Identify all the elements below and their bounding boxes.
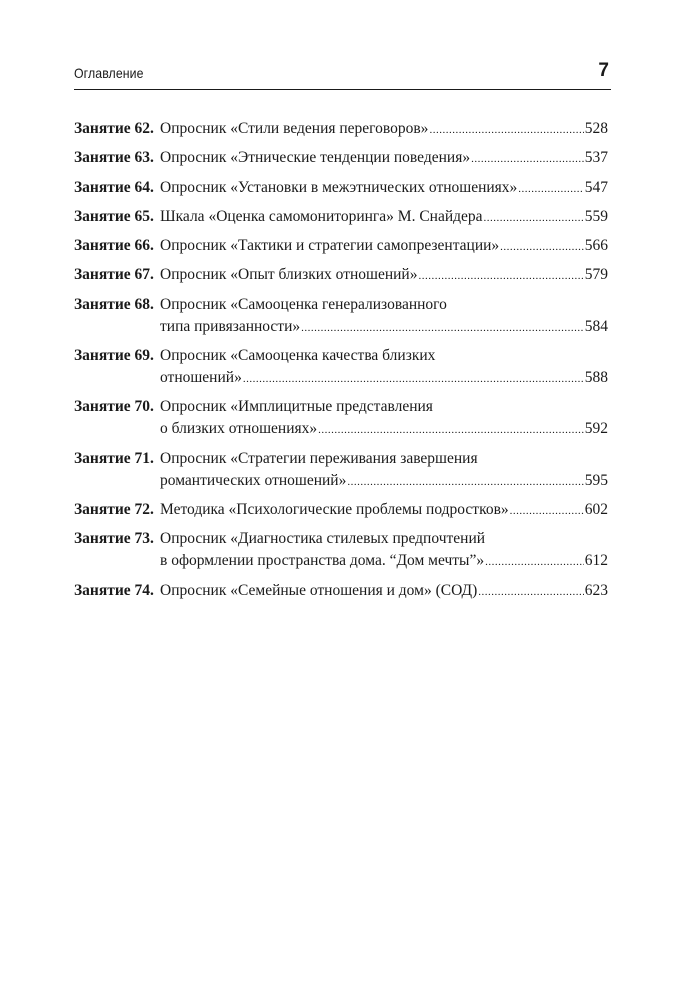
toc-entry-label: Занятие 64. (74, 178, 154, 196)
toc-entry-title-line: о близких отношениях» (160, 420, 318, 438)
toc-entry-page-number: 579 (584, 266, 608, 284)
dot-leader (478, 581, 584, 603)
toc-entry-last-line (160, 550, 608, 573)
toc-entry-title-line: типа привязанности» (160, 317, 301, 335)
toc-entry[interactable] (74, 345, 608, 390)
toc-entry-last-line (160, 235, 608, 258)
toc-entry-page-number: 528 (584, 120, 608, 137)
toc-entry-page-number: 588 (584, 369, 608, 387)
dot-leader (500, 236, 584, 258)
toc-entry-last-line (160, 316, 608, 339)
toc-entry-title-line: Опросник «Стратегии переживания завершения (160, 449, 478, 467)
toc-entry-title-line: Опросник «Установки в межэтнических отношениях» (160, 178, 518, 196)
toc-entry-last-line (160, 177, 608, 200)
toc-entry-body (160, 448, 608, 493)
toc-entry-label: Занятие 65. (74, 207, 154, 225)
toc-entry-title-line: романтических отношений» (160, 471, 347, 489)
toc-entry-title-line: Опросник «Опыт близких отношений» (160, 266, 418, 284)
toc-entry-title-line: Опросник «Семейные отношения и дом» (СОД) (160, 581, 478, 599)
toc-entry[interactable] (74, 235, 608, 258)
toc-entry-title-line: Шкала «Оценка самомониторинга» М. Снайдера (160, 207, 483, 225)
toc-entry-title-line: Опросник «Самооценка генерализованного (160, 295, 447, 313)
toc-entry[interactable] (74, 118, 608, 141)
toc-entry[interactable] (74, 528, 608, 573)
toc-entry[interactable] (74, 448, 608, 493)
dot-leader (510, 500, 584, 522)
dot-leader (471, 148, 584, 170)
toc-entry-title-line: Опросник «Диагностика стилевых предпочтений (160, 530, 486, 548)
toc-entry[interactable] (74, 499, 608, 522)
toc-entry-body (160, 345, 608, 390)
toc-entry-page-number: 612 (584, 552, 608, 570)
toc-entry[interactable] (74, 177, 608, 200)
toc-entry[interactable] (74, 147, 608, 170)
dot-leader (301, 317, 584, 339)
running-header-title: Оглавление (74, 65, 144, 81)
toc-entry-body (160, 528, 608, 573)
toc-entry-last-line (160, 206, 608, 229)
toc-entry-last-line (160, 499, 608, 522)
dot-leader (518, 178, 583, 200)
toc-entry-body (160, 264, 608, 287)
toc-entry-body (160, 499, 608, 522)
toc-entry-label: Занятие 71. (74, 449, 154, 467)
toc-entry-label: Занятие 62. (74, 120, 154, 137)
toc-entry-page-number: 623 (584, 581, 608, 599)
toc-entry-body (160, 118, 608, 141)
dot-leader (318, 419, 584, 441)
toc-entry-page-number: 547 (584, 178, 608, 196)
toc-entry-label: Занятие 63. (74, 149, 154, 167)
toc-entry-last-line (160, 264, 608, 287)
toc-entry-label: Занятие 72. (74, 500, 154, 518)
toc-entry-title-line: Опросник «Имплицитные представления (160, 398, 433, 416)
toc-entry-label: Занятие 66. (74, 237, 154, 255)
toc-entry-body (160, 396, 608, 441)
page-number: 7 (598, 60, 609, 81)
toc-entry-label: Занятие 68. (74, 295, 154, 313)
dot-leader (429, 119, 583, 141)
toc-entry-label: Занятие 67. (74, 266, 154, 284)
toc-entry-label: Занятие 69. (74, 347, 154, 365)
toc-entry-body (160, 206, 608, 229)
toc-entry-title-line: отношений» (160, 369, 242, 387)
toc-entry-page-number: 584 (584, 317, 608, 335)
toc-entry-page-number: 537 (584, 149, 608, 167)
toc-entry-page-number: 592 (584, 420, 608, 438)
toc-entry-title-line: Опросник «Самооценка качества близких (160, 347, 436, 365)
table-of-contents (74, 118, 608, 609)
toc-entry-page-number: 566 (584, 237, 608, 255)
header-divider (74, 89, 611, 90)
toc-entry-body (160, 294, 608, 339)
running-header (74, 58, 611, 86)
toc-entry-page-number: 595 (584, 471, 608, 489)
toc-entry-page-number: 559 (584, 207, 608, 225)
toc-entry-last-line (160, 580, 608, 603)
toc-entry-label: Занятие 70. (74, 398, 154, 416)
toc-entry-body (160, 147, 608, 170)
toc-entry-last-line (160, 118, 608, 141)
toc-entry-title-line: Методика «Психологические проблемы подростков» (160, 500, 509, 518)
toc-entry[interactable] (74, 294, 608, 339)
toc-entry-page-number: 602 (584, 500, 608, 518)
toc-entry-title-line: Опросник «Этнические тенденции поведения» (160, 149, 471, 167)
toc-entry-body (160, 177, 608, 200)
toc-entry-last-line (160, 418, 608, 441)
toc-entry-title-line: в оформлении пространства дома. “Дом мечты”» (160, 552, 485, 570)
dot-leader (485, 551, 584, 573)
toc-entry[interactable] (74, 396, 608, 441)
dot-leader (418, 265, 583, 287)
toc-entry[interactable] (74, 580, 608, 603)
toc-entry-last-line (160, 470, 608, 493)
toc-entry-last-line (160, 367, 608, 390)
dot-leader (243, 368, 584, 390)
toc-entry-last-line (160, 147, 608, 170)
toc-entry-label: Занятие 74. (74, 581, 154, 599)
dot-leader (347, 471, 583, 493)
toc-entry-body (160, 235, 608, 258)
toc-entry[interactable] (74, 206, 608, 229)
toc-entry-title-line: Опросник «Стили ведения переговоров» (160, 120, 429, 137)
toc-entry-label: Занятие 73. (74, 530, 154, 548)
toc-entry-body (160, 580, 608, 603)
toc-entry-title-line: Опросник «Тактики и стратегии самопрезентации» (160, 237, 500, 255)
toc-entry[interactable] (74, 264, 608, 287)
dot-leader (484, 207, 584, 229)
